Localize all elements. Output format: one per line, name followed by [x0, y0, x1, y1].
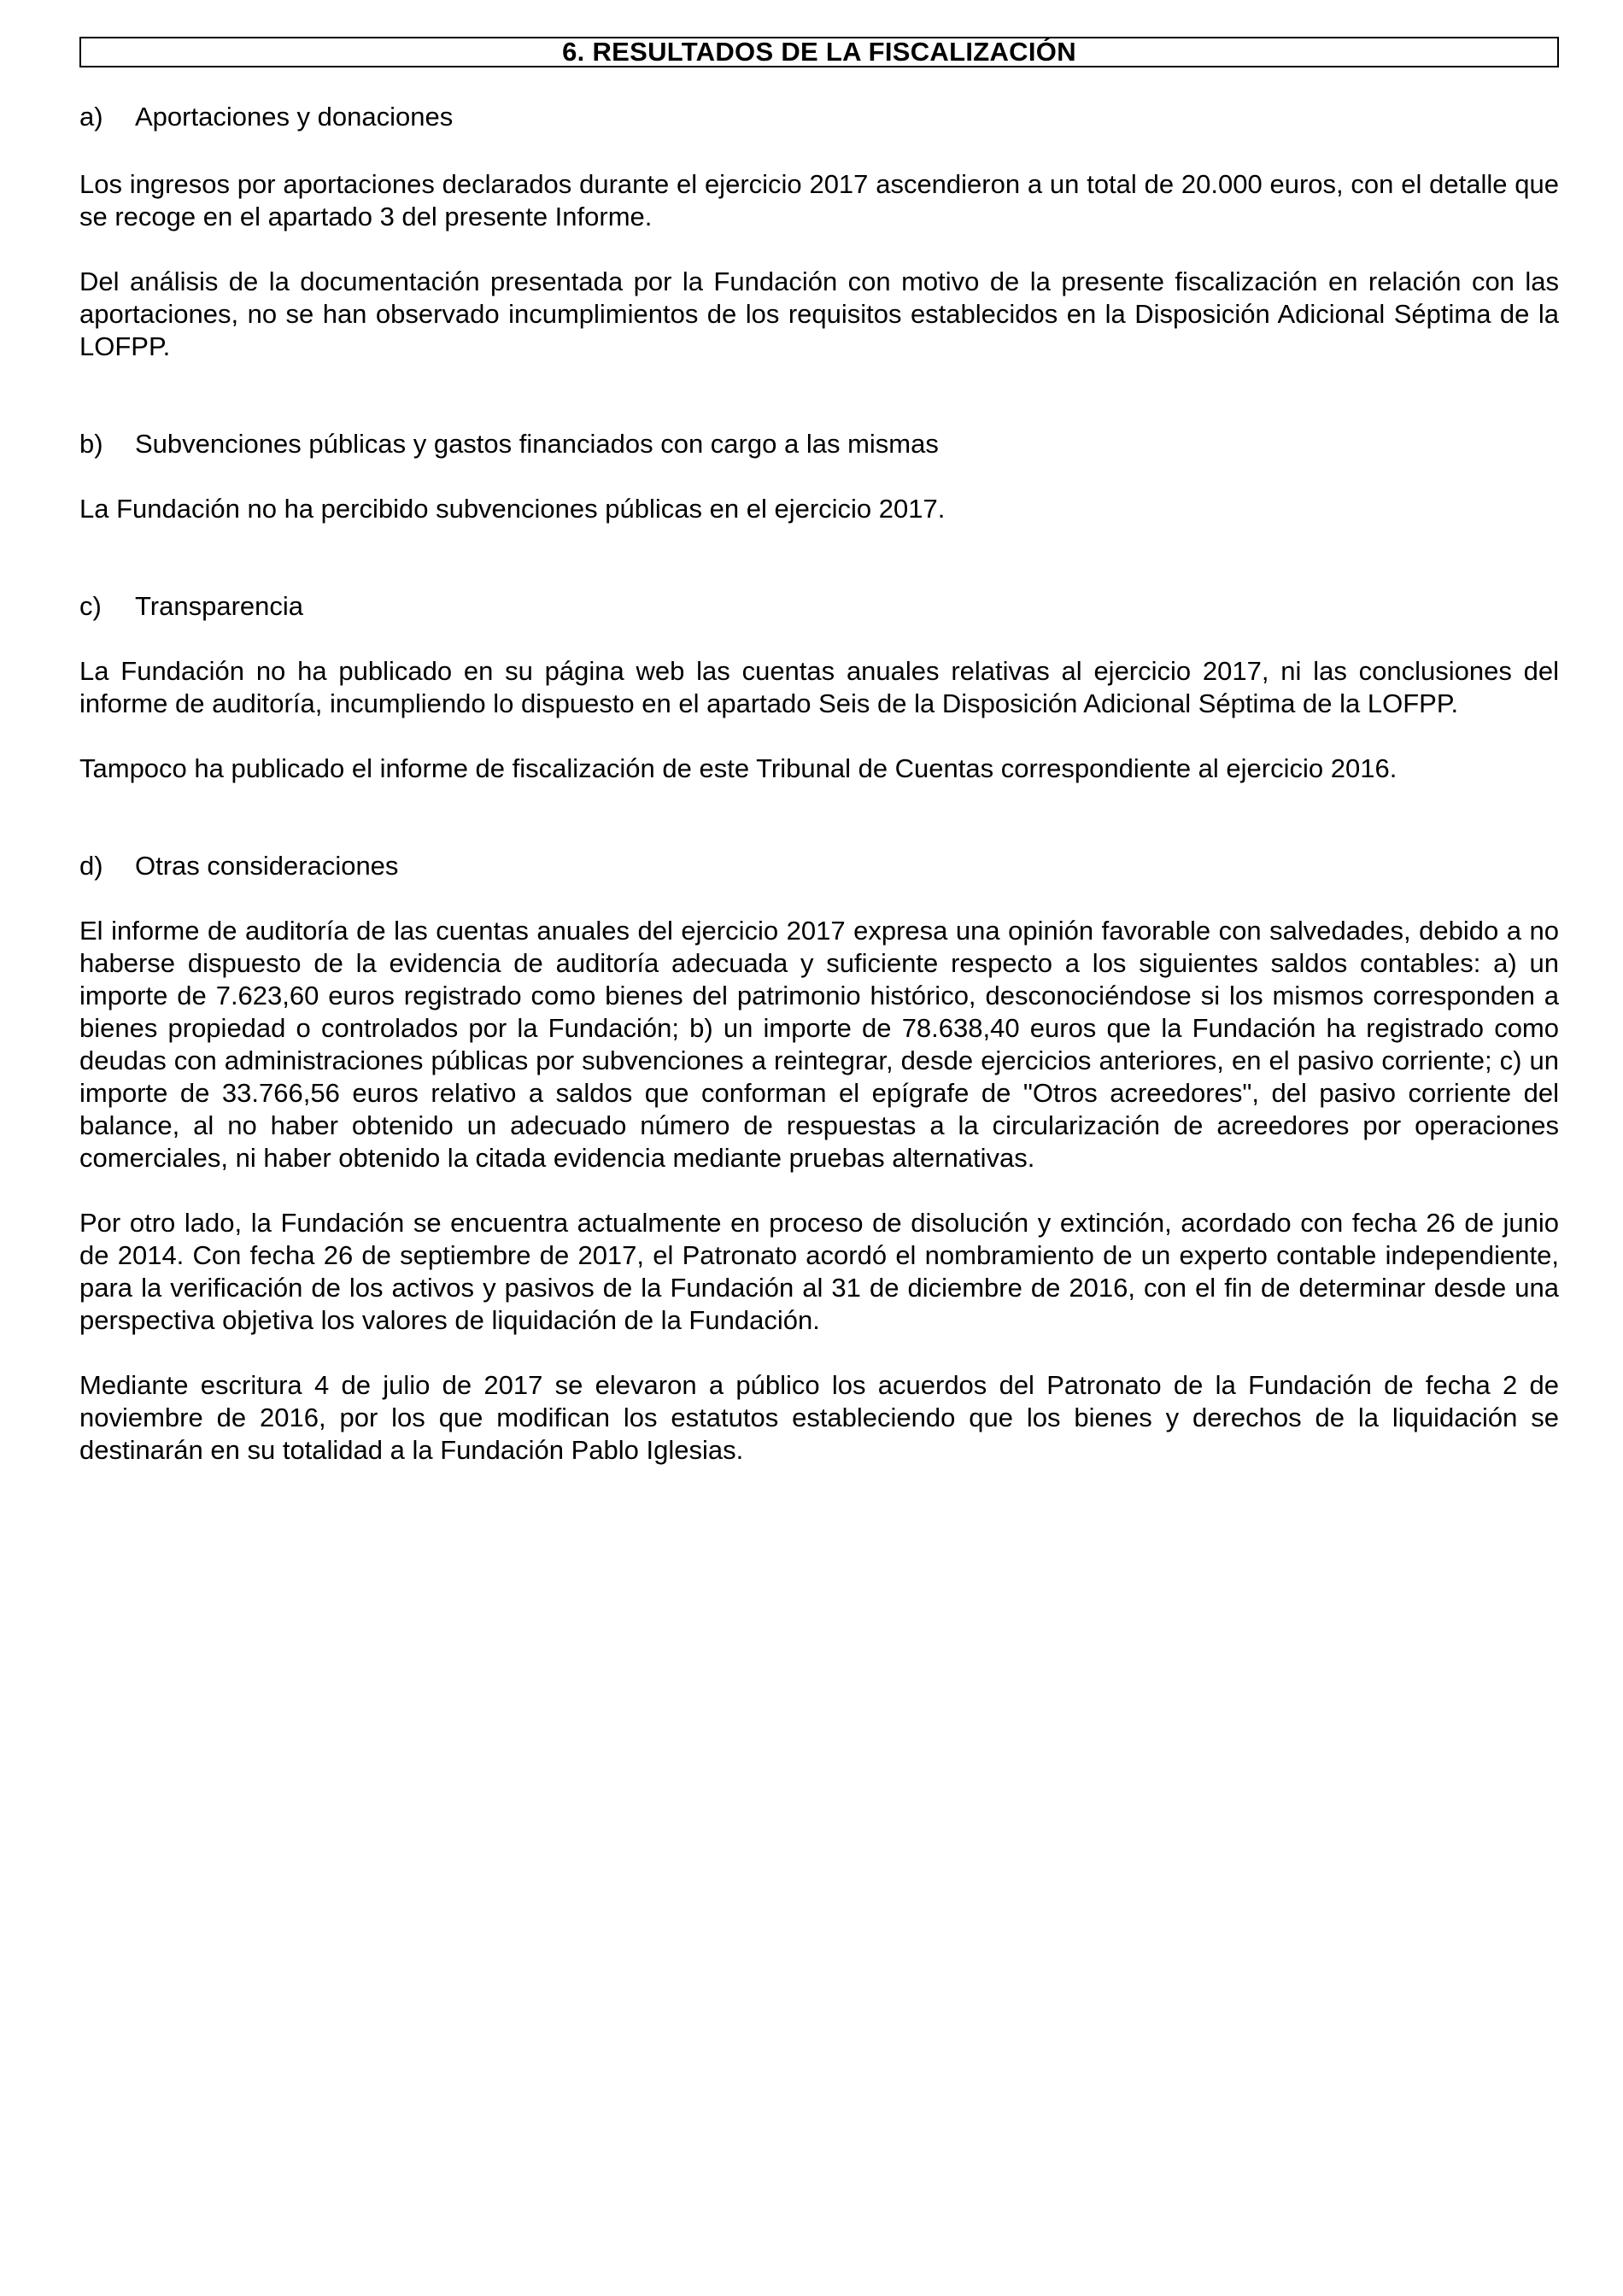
paragraph: El informe de auditoría de las cuentas anuales del ejercicio 2017 expresa una opinión favorable con salvedades, debido a no haberse dispuesto de la evidencia de auditoría adecuada y suficiente respecto a los siguientes saldos contables: a) un importe de 7.623,60 euros registrado como bienes del patrimonio histórico, desconociéndose si los mismos corresponden a bienes propiedad o controlados por la Fundación; b) un importe de 78.638,40 euros que la Fundación ha registrado como deudas con administraciones públicas por subvenciones a reintegrar, desde ejercicios anteriores, en el pasivo corriente; c) un importe de 33.766,56 euros relativo a saldos que conforman el epígrafe de "Otros acreedores", del pasivo corriente del balance, al no haber obtenido un adecuado número de respuestas a la circularización de acreedores por operaciones comerciales, ni haber obtenido la citada evidencia mediante pruebas alternativas. — [79, 916, 1559, 1173]
heading-otras-consideraciones — [79, 850, 1559, 882]
paragraph: Mediante escritura 4 de julio de 2017 se elevaron a público los acuerdos del Patronato de la Fundación de fecha 2 de noviembre de 2016, por los que modifican los estatutos estableciendo que los bienes y derechos de la liquidación se destinarán en su totalidad a la Fundación Pablo Iglesias. — [79, 1370, 1559, 1465]
paragraph: La Fundación no ha publicado en su página web las cuentas anuales relativas al ejercicio 2017, ni las conclusiones del informe de auditoría, incumpliendo lo dispuesto en el apartado Seis de la Disposición Adicional Séptima de la LOFPP. — [79, 656, 1559, 718]
paragraph: La Fundación no ha percibido subvenciones públicas en el ejercicio 2017. — [79, 494, 946, 524]
paragraph: Tampoco ha publicado el informe de fiscalización de este Tribunal de Cuentas correspondiente al ejercicio 2016. — [79, 753, 1397, 783]
heading-text: Otras consideraciones — [135, 851, 399, 881]
paragraph: Por otro lado, la Fundación se encuentra actualmente en proceso de disolución y extinción, acordado con fecha 26 de junio de 2014. Con fecha 26 de septiembre de 2017, el Patronato acordó el nombramiento de un experto contable independiente, para la verificación de los activos y pasivos de la Fundación al 31 de diciembre de 2016, con el fin de determinar desde una perspectiva objetiva los valores de liquidación de la Fundación. — [79, 1208, 1559, 1335]
heading-text: Subvenciones públicas y gastos financiados con cargo a las mismas — [135, 429, 939, 459]
heading-subvenciones — [79, 428, 1559, 460]
heading-text: Aportaciones y donaciones — [135, 102, 454, 132]
section-title: 6. RESULTADOS DE LA FISCALIZACIÓN — [79, 37, 1559, 67]
paragraph: Los ingresos por aportaciones declarados durante el ejercicio 2017 ascendieron a un total de 20.000 euros, con el detalle que se recoge en el apartado 3 del presente Informe. — [79, 169, 1559, 231]
heading-letter: a) — [79, 102, 103, 132]
heading-aportaciones — [79, 101, 1559, 133]
document-page — [79, 37, 1559, 1467]
heading-text: Transparencia — [135, 591, 304, 621]
heading-transparencia — [79, 590, 1559, 623]
heading-letter: d) — [79, 851, 103, 881]
heading-letter: b) — [79, 429, 103, 459]
paragraph: Del análisis de la documentación presentada por la Fundación con motivo de la presente fiscalización en relación con las aportaciones, no se han observado incumplimientos de los requisitos establecidos en la Disposición Adicional Séptima de la LOFPP. — [79, 266, 1559, 361]
heading-letter: c) — [79, 591, 102, 621]
